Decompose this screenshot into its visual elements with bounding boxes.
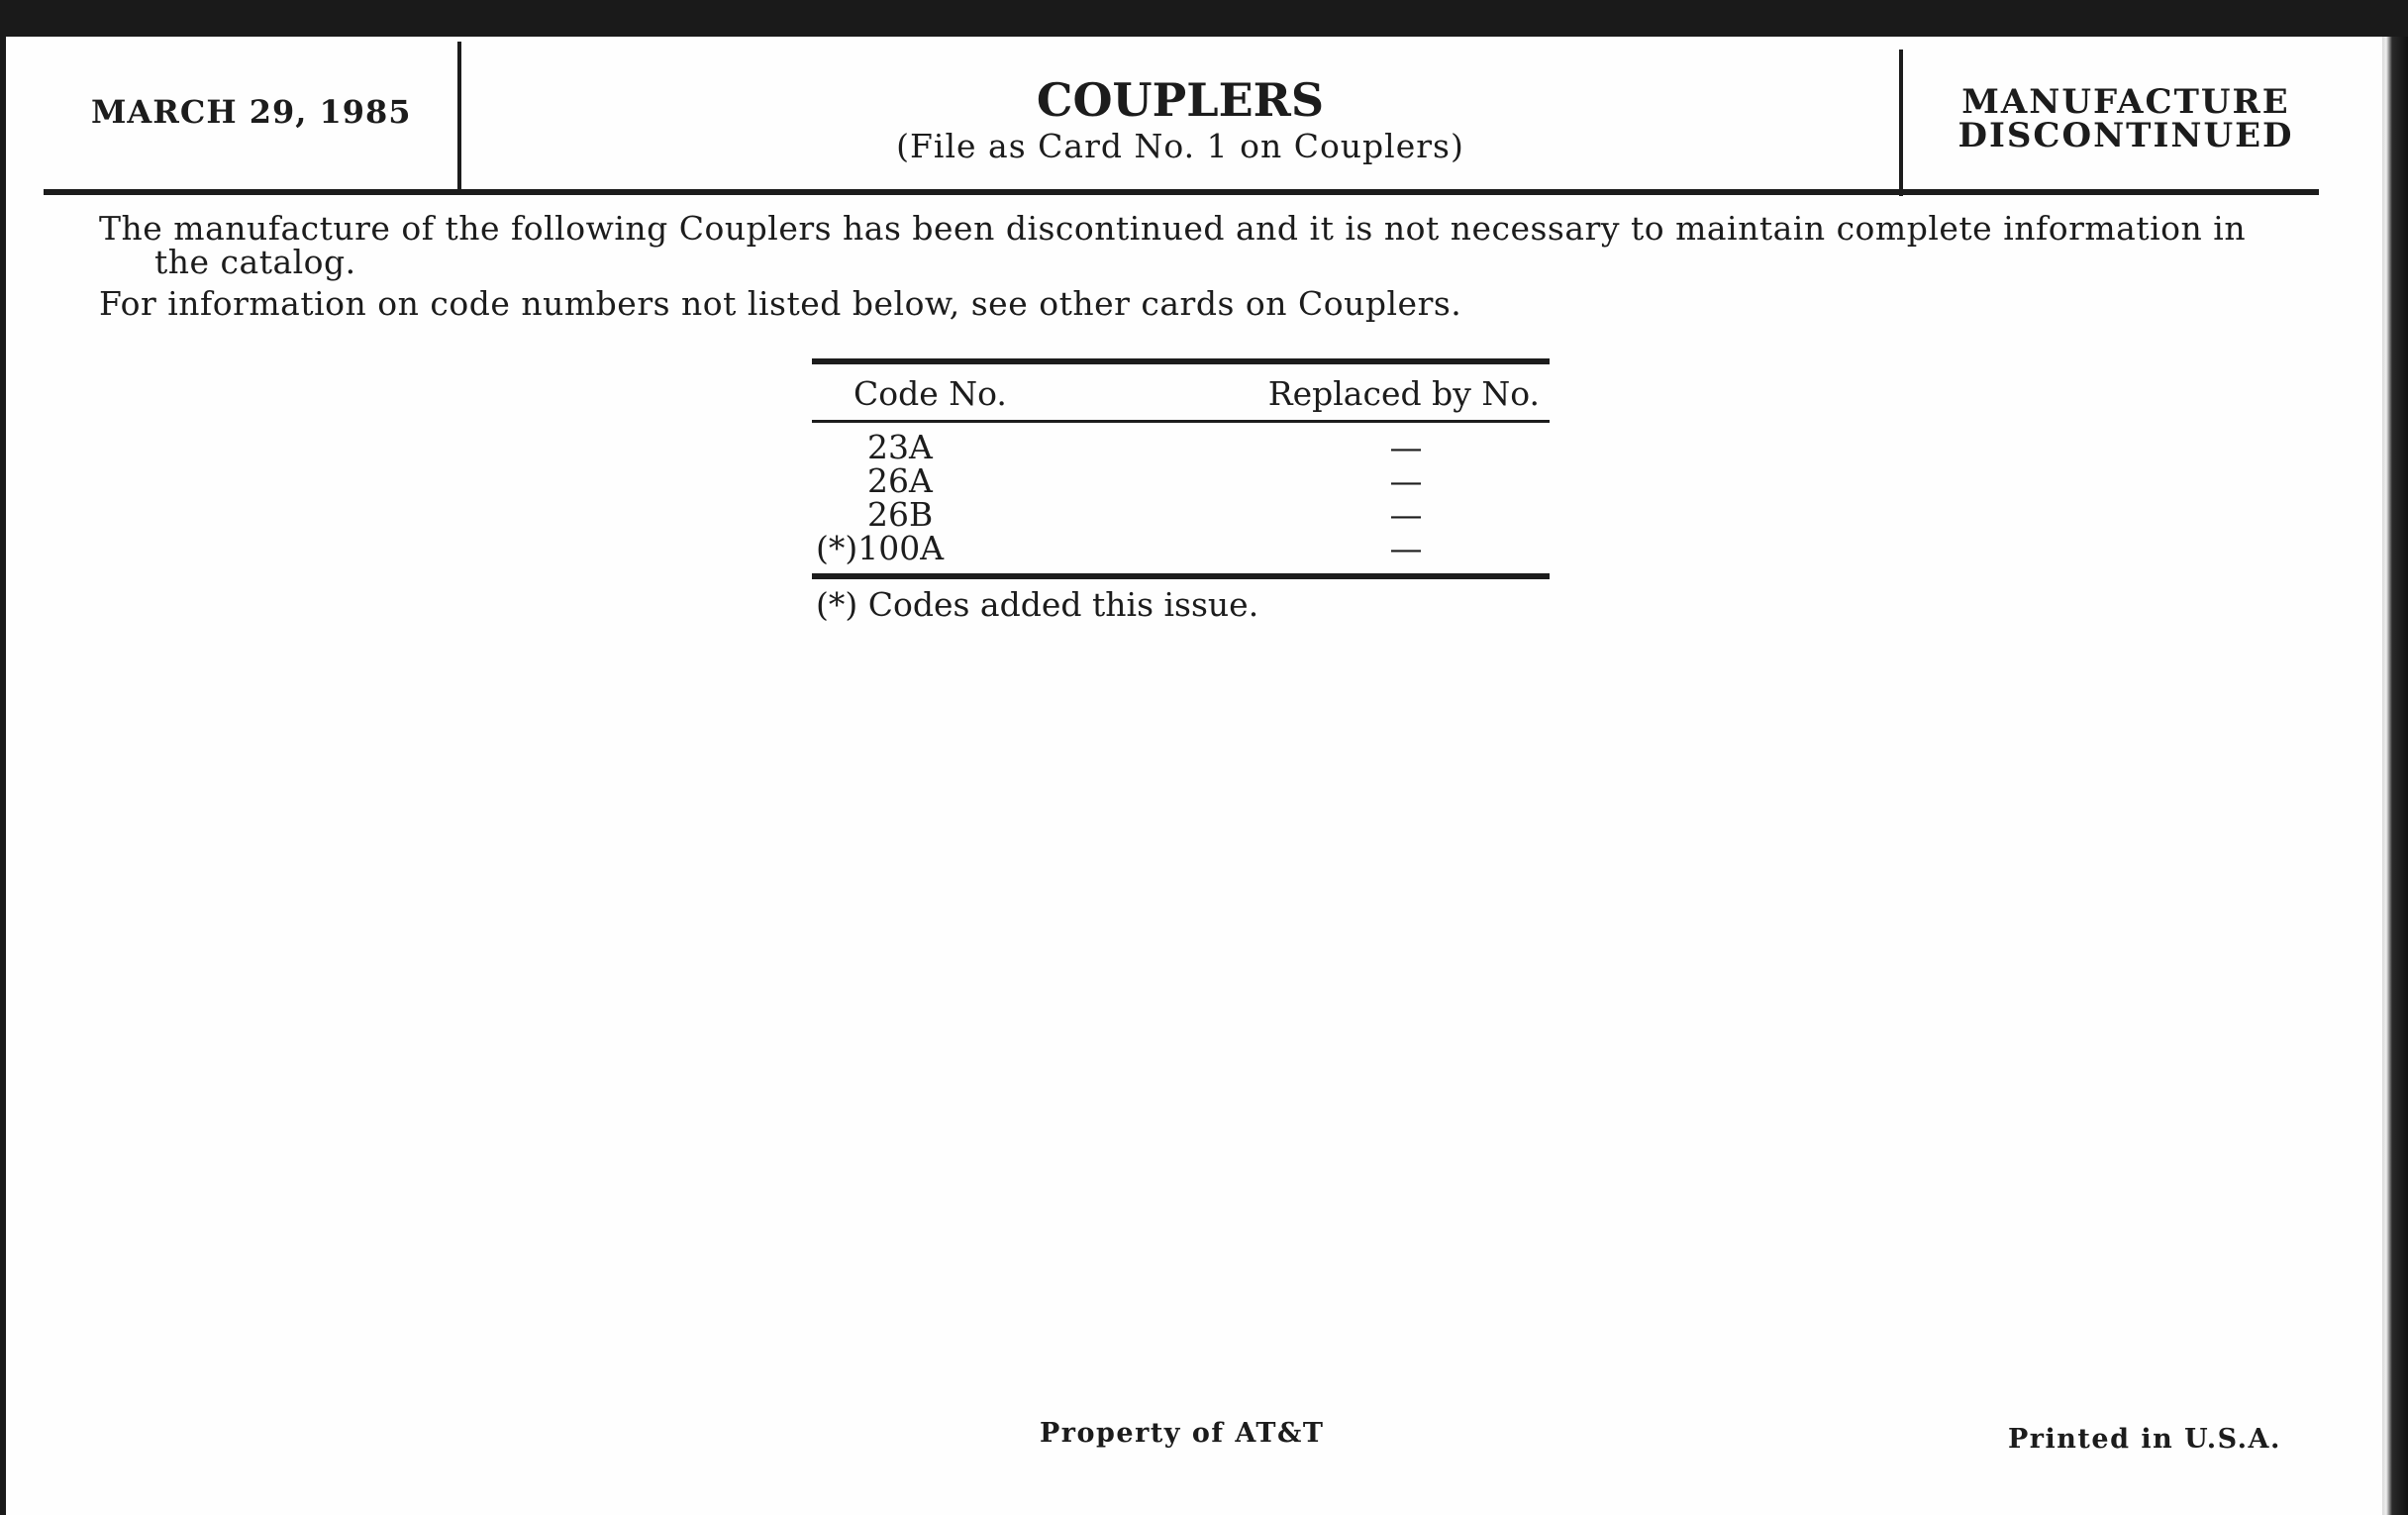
status-line-1: MANUFACTURE (1961, 82, 2290, 122)
printed-notice: Printed in U.S.A. (2008, 1424, 2281, 1455)
table-footnote: (*) Codes added this issue. (816, 585, 1259, 624)
status-label (1903, 82, 2349, 155)
status-line-2: DISCONTINUED (1957, 116, 2294, 155)
card-edge-shadow (2382, 37, 2408, 1515)
issue-date: MARCH 29, 1985 (91, 93, 412, 131)
header-rule (44, 189, 2319, 195)
code-cell: 23A (867, 428, 933, 466)
table-row (812, 461, 1550, 500)
title-block (461, 73, 1899, 166)
table-row (812, 495, 1550, 534)
replaced-cell: — (1389, 428, 1423, 466)
intro-paragraph (99, 209, 2277, 281)
code-cell: (*)100A (816, 529, 945, 567)
table-body (812, 423, 1550, 573)
replaced-cell: — (1389, 461, 1423, 500)
code-cell: 26B (867, 495, 934, 534)
reference-paragraph: For information on code numbers not listed below, see other cards on Couplers. (99, 284, 1462, 323)
page-title: COUPLERS (1036, 73, 1325, 127)
codes-table (812, 358, 1550, 625)
intro-line-2: the catalog. (154, 243, 356, 281)
column-header-code: Code No. (853, 374, 1007, 413)
page-subtitle: (File as Card No. 1 on Couplers) (896, 127, 1464, 165)
property-notice: Property of AT&T (1040, 1418, 1325, 1449)
replaced-cell: — (1389, 529, 1423, 567)
table-row (812, 428, 1550, 466)
replaced-cell: — (1389, 495, 1423, 534)
table-header (812, 364, 1550, 420)
code-cell: 26A (867, 461, 933, 500)
table-bottom-rule (812, 573, 1550, 579)
column-header-replaced: Replaced by No. (1267, 374, 1540, 413)
table-row (812, 529, 1550, 567)
intro-line-1: The manufacture of the following Couplers has been discontinued and it is not necessary to maintain complete information in (99, 209, 2247, 248)
